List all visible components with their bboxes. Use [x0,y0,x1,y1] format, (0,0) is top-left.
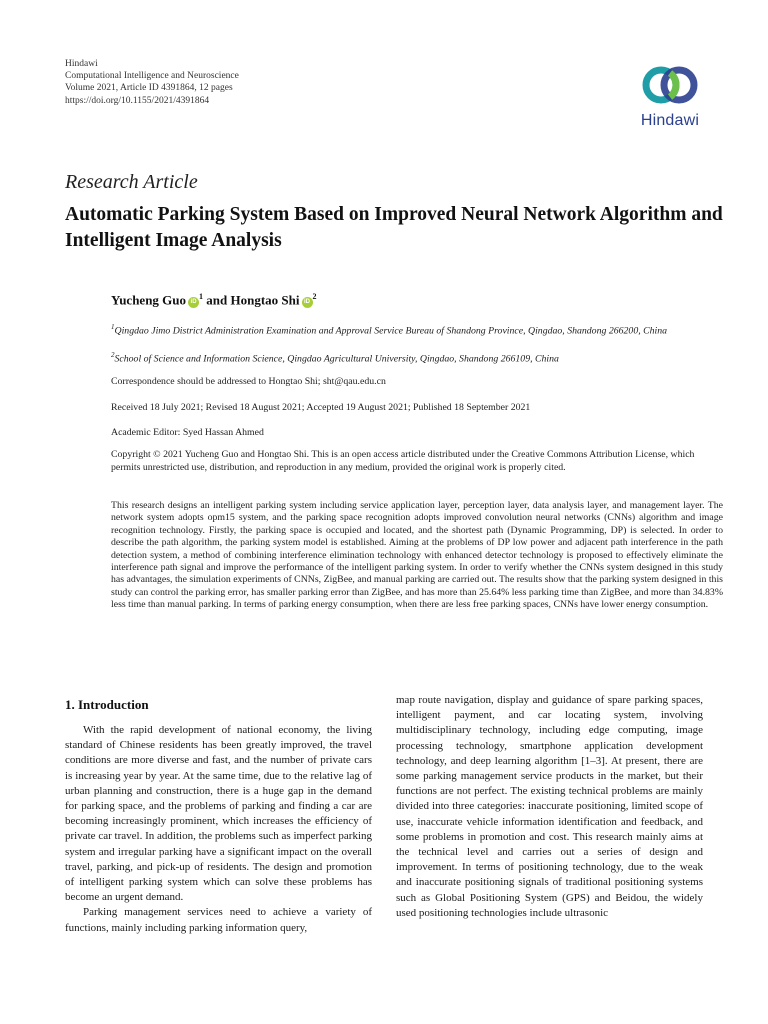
volume-line: Volume 2021, Article ID 4391864, 12 pages [65,83,233,94]
author-sup: 2 [312,292,317,301]
hindawi-rings-icon [630,60,710,110]
journal-info [65,58,239,107]
affiliation-text: Qingdao Jimo District Administration Examination and Approval Service Bureau of Shandong Province, Qingdao, Shandong 266200, China [114,325,668,337]
paragraph: Parking management services need to achieve a variety of functions, mainly including parking information query, [65,906,372,934]
section-heading: 1. Introduction [65,697,149,712]
affiliation-text: School of Science and Information Science, Qingdao Agricultural University, Qingdao, Shandong 266109, China [114,353,559,365]
right-column [396,693,703,921]
affiliation-sup: 1 [111,323,115,331]
affiliation-1 [111,321,721,337]
doi-link[interactable]: https://doi.org/10.1155/2021/4391864 [65,95,210,106]
hindawi-logo [630,60,710,138]
publisher-name: Hindawi [65,59,98,69]
author-name[interactable]: Yucheng Guo [111,292,187,308]
dates-line: Received 18 July 2021; Revised 18 August 2021; Accepted 19 August 2021; Published 18 September 2021 [111,402,531,413]
orcid-icon[interactable]: iD [188,297,199,308]
author-sup: 1 [199,292,204,301]
author-name[interactable]: Hongtao Shi [230,292,300,308]
affiliation-2 [111,349,721,365]
academic-editor: Academic Editor: Syed Hassan Ahmed [111,427,264,438]
journal-name: Computational Intelligence and Neuroscience [65,71,239,82]
logo-text: Hindawi [640,112,700,129]
left-column [65,723,372,936]
orcid-icon[interactable]: iD [302,297,313,308]
abstract: This research designs an intelligent parking system including service application layer, perception layer, data analysis layer, and management layer. The network system adopts opm15 system, and the parking space recognition adopts improved convolution neural networks (CNNs) algorithm and image recognition technology. Firstly, the parking space is occupied and located, and the shortest path (Dynamic Programming, DP) is selected. In order to describe the path algorithm, the parking system model is established. Aiming at the problems of DP low power and adjacent path interference in the path detection system, a method of combining interference elimination technology with enhanced detector technology is proposed to effectively eliminate the interference path signal and improve the performance of the intelligent parking system. In order to verify whether the CNNs system designed in this study has advantages, the simulation experiments of CNNs, ZigBee, and manual parking are carried out. The results show that the parking system designed in this study can control the parking error, has smaller parking error than ZigBee, and has more than 25.64% less parking time than ZigBee, and more than 34.83% less time than manual parking. In terms of parking energy consumption, when there are less free parking spaces, CNNs have lower energy consumption. [111,500,723,611]
author-list [111,292,317,308]
correspondence: Correspondence should be addressed to Hongtao Shi; sht@qau.edu.cn [111,376,386,387]
paragraph: With the rapid development of national economy, the living standard of Chinese residents has been greatly improved, the travel conditions are more diverse and fast, and the number of private cars is increasing year by year. At the same time, due to the relative lag of urban planning and construction, there is a huge gap in the demand for parking space, and the problems of parking and finding a car are becoming increasingly prominent, which increases the efficiency of private car travel. In addition, the problems such as imperfect parking system and irregular parking have a significant impact on the overall travel, parking, and pick-up of residents. The design and promotion of intelligent parking system which can solve these problems has become an urgent demand. [65,724,372,904]
affiliation-sup: 2 [111,351,115,359]
article-type: Research Article [65,171,198,193]
paper-title: Automatic Parking System Based on Improved Neural Network Algorithm and Intelligent Image Analysis [65,204,723,251]
copyright-notice: Copyright © 2021 Yucheng Guo and Hongtao Shi. This is an open access article distributed under the Creative Commons Attribution License, which permits unrestricted use, distribution, and reproduction in any medium, provided the original work is properly cited. [111,449,695,473]
paragraph: map route navigation, display and guidance of spare parking spaces, intelligent payment, and car locating system, involving multidisciplinary technology, including edge computing, image processing technology, smartphone application development technology, and deep learning algorithm [1–3]. At present, there are some parking management service products in the market, but their functions are not perfect. The existing technical problems are mainly divided into three categories: inaccurate positioning, limited scope of use, inaccurate vehicle information identification and feedback, and some problems in promotion and cost. This research mainly aims at the technical level and carries out a series of design and improvement. In terms of positioning technology, due to the weak and inaccurate positioning signals of traditional positioning systems such as Global Positioning System (GPS) and Beidou, the widely used positioning technologies include ultrasonic [396,694,703,919]
author-joiner: and [206,292,228,308]
